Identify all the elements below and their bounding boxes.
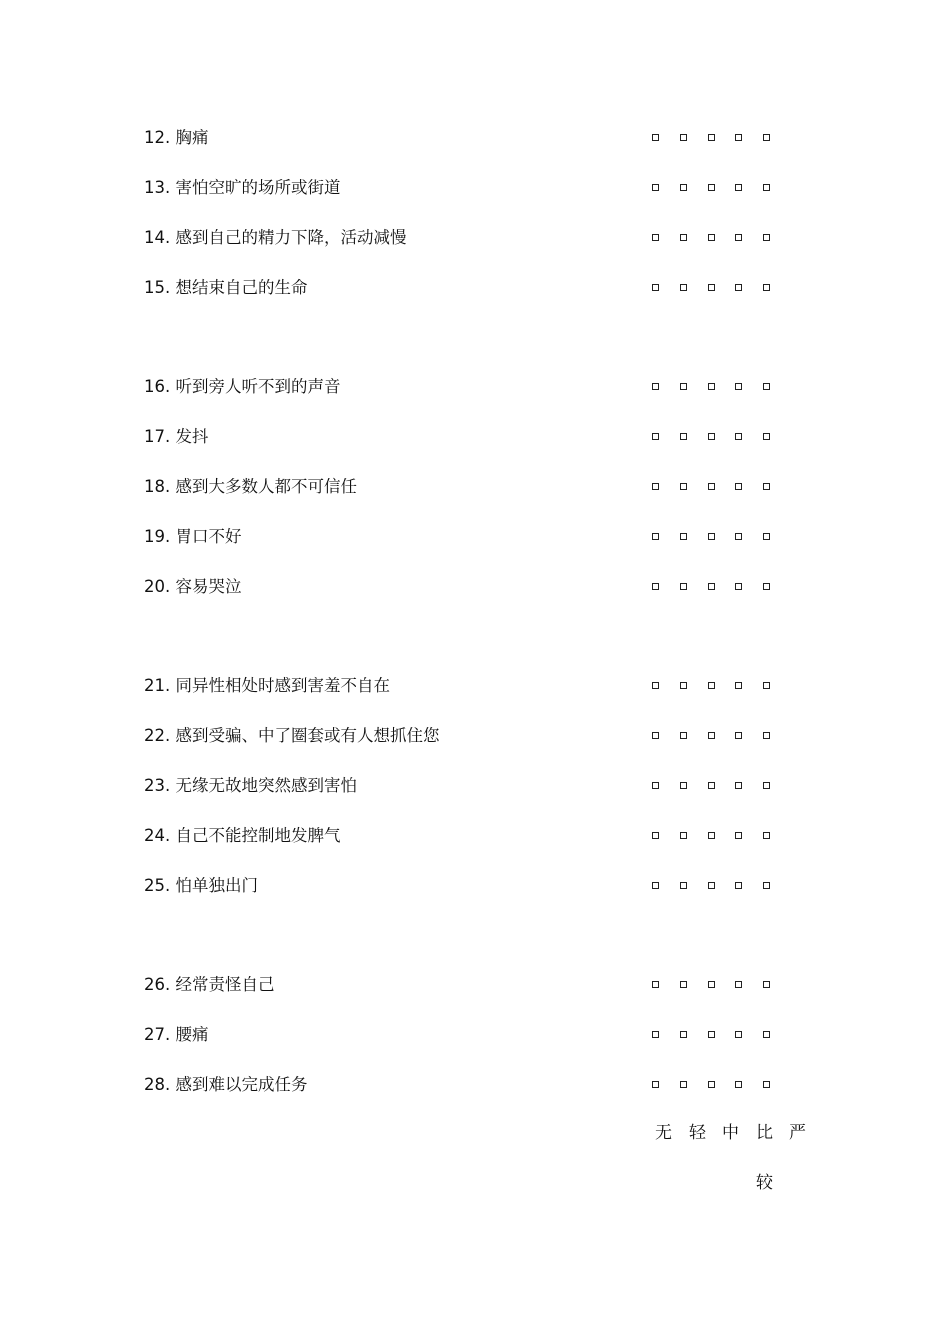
question-row [0,1020,950,1050]
rating-checkbox-mild[interactable] [680,234,687,241]
question-row [0,273,950,303]
rating-checkbox-severe[interactable] [763,134,770,141]
rating-checkbox-severe[interactable] [763,533,770,540]
question-label: 17. 发抖 [144,427,209,446]
rating-checkbox-moderate[interactable] [708,1081,715,1088]
rating-checkbox-none[interactable] [652,682,659,689]
rating-checkbox-fairly-severe[interactable] [735,433,742,440]
rating-checkbox-none[interactable] [652,433,659,440]
rating-checkbox-severe[interactable] [763,1031,770,1038]
question-label: 24. 自己不能控制地发脾气 [144,826,341,845]
rating-checkbox-none[interactable] [652,284,659,291]
question-label: 13. 害怕空旷的场所或街道 [144,178,341,197]
question-label: 12. 胸痛 [144,128,209,147]
rating-checkbox-severe[interactable] [763,234,770,241]
rating-checkbox-fairly-severe[interactable] [735,981,742,988]
rating-checkbox-moderate[interactable] [708,134,715,141]
rating-checkbox-severe[interactable] [763,682,770,689]
question-row [0,970,950,1000]
rating-checkbox-severe[interactable] [763,483,770,490]
question-label: 22. 感到受骗、中了圈套或有人想抓住您 [144,726,440,745]
rating-checkbox-fairly-severe[interactable] [735,284,742,291]
question-label: 27. 腰痛 [144,1025,209,1044]
scale-label-severe: 严 [789,1123,806,1143]
question-row [0,1070,950,1100]
rating-checkbox-mild[interactable] [680,1081,687,1088]
rating-checkbox-fairly-severe[interactable] [735,1031,742,1038]
rating-checkbox-fairly-severe[interactable] [735,682,742,689]
question-label: 14. 感到自己的精力下降，活动减慢 [144,228,407,247]
question-label: 28. 感到难以完成任务 [144,1075,308,1094]
rating-checkbox-severe[interactable] [763,583,770,590]
question-row [0,671,950,701]
rating-checkbox-severe[interactable] [763,284,770,291]
rating-checkbox-none[interactable] [652,533,659,540]
rating-checkbox-fairly-severe[interactable] [735,782,742,789]
rating-checkbox-mild[interactable] [680,682,687,689]
question-row [0,522,950,552]
rating-checkbox-fairly-severe[interactable] [735,134,742,141]
rating-checkbox-mild[interactable] [680,1031,687,1038]
scale-label-fairly-severe-top: 比 [756,1123,773,1143]
rating-checkbox-fairly-severe[interactable] [735,882,742,889]
rating-checkbox-severe[interactable] [763,882,770,889]
question-label: 26. 经常责怪自己 [144,975,275,994]
rating-checkbox-fairly-severe[interactable] [735,383,742,390]
scale-label-mild: 轻 [689,1123,706,1143]
rating-checkbox-severe[interactable] [763,981,770,988]
rating-checkbox-mild[interactable] [680,134,687,141]
question-row [0,572,950,602]
rating-checkbox-mild[interactable] [680,981,687,988]
rating-checkbox-fairly-severe[interactable] [735,732,742,739]
rating-checkbox-none[interactable] [652,483,659,490]
rating-checkbox-moderate[interactable] [708,682,715,689]
rating-checkbox-none[interactable] [652,184,659,191]
rating-checkbox-moderate[interactable] [708,433,715,440]
scale-label-moderate: 中 [722,1123,739,1143]
rating-checkbox-severe[interactable] [763,383,770,390]
rating-checkbox-moderate[interactable] [708,234,715,241]
rating-checkbox-moderate[interactable] [708,383,715,390]
scale-label-none: 无 [655,1123,672,1143]
rating-checkbox-moderate[interactable] [708,782,715,789]
question-row [0,871,950,901]
rating-checkbox-fairly-severe[interactable] [735,483,742,490]
rating-checkbox-severe[interactable] [763,184,770,191]
question-label: 15. 想结束自己的生命 [144,278,308,297]
rating-checkbox-none[interactable] [652,732,659,739]
rating-checkbox-moderate[interactable] [708,583,715,590]
question-row [0,771,950,801]
rating-checkbox-severe[interactable] [763,732,770,739]
question-row [0,123,950,153]
rating-checkbox-moderate[interactable] [708,1031,715,1038]
question-row [0,372,950,402]
rating-checkbox-fairly-severe[interactable] [735,184,742,191]
rating-checkbox-none[interactable] [652,1081,659,1088]
rating-checkbox-severe[interactable] [763,433,770,440]
question-label: 16. 听到旁人听不到的声音 [144,377,341,396]
rating-checkbox-severe[interactable] [763,1081,770,1088]
rating-checkbox-fairly-severe[interactable] [735,1081,742,1088]
rating-checkbox-moderate[interactable] [708,882,715,889]
rating-checkbox-severe[interactable] [763,832,770,839]
rating-checkbox-moderate[interactable] [708,284,715,291]
rating-checkbox-moderate[interactable] [708,981,715,988]
rating-checkbox-fairly-severe[interactable] [735,234,742,241]
question-row [0,223,950,253]
rating-checkbox-none[interactable] [652,234,659,241]
rating-checkbox-mild[interactable] [680,832,687,839]
rating-checkbox-moderate[interactable] [708,732,715,739]
rating-checkbox-mild[interactable] [680,184,687,191]
rating-checkbox-none[interactable] [652,134,659,141]
question-label: 18. 感到大多数人都不可信任 [144,477,357,496]
rating-checkbox-none[interactable] [652,882,659,889]
rating-checkbox-mild[interactable] [680,533,687,540]
question-row [0,173,950,203]
rating-checkbox-mild[interactable] [680,882,687,889]
rating-checkbox-mild[interactable] [680,284,687,291]
rating-checkbox-fairly-severe[interactable] [735,583,742,590]
scale-label-fairly-severe-bottom: 较 [756,1173,773,1193]
rating-checkbox-moderate[interactable] [708,184,715,191]
rating-checkbox-fairly-severe[interactable] [735,533,742,540]
rating-checkbox-moderate[interactable] [708,832,715,839]
rating-checkbox-moderate[interactable] [708,533,715,540]
rating-checkbox-mild[interactable] [680,433,687,440]
question-label: 23. 无缘无故地突然感到害怕 [144,776,357,795]
rating-checkbox-none[interactable] [652,981,659,988]
rating-checkbox-severe[interactable] [763,782,770,789]
rating-checkbox-mild[interactable] [680,732,687,739]
rating-checkbox-none[interactable] [652,782,659,789]
rating-checkbox-none[interactable] [652,832,659,839]
rating-checkbox-moderate[interactable] [708,483,715,490]
rating-checkbox-mild[interactable] [680,583,687,590]
rating-checkbox-mild[interactable] [680,782,687,789]
question-label: 25. 怕单独出门 [144,876,258,895]
question-row [0,721,950,751]
question-row [0,821,950,851]
question-row [0,422,950,452]
rating-checkbox-none[interactable] [652,383,659,390]
question-row [0,472,950,502]
rating-checkbox-fairly-severe[interactable] [735,832,742,839]
rating-checkbox-none[interactable] [652,1031,659,1038]
question-label: 19. 胃口不好 [144,527,242,546]
rating-checkbox-mild[interactable] [680,483,687,490]
question-label: 20. 容易哭泣 [144,577,242,596]
rating-checkbox-none[interactable] [652,583,659,590]
rating-checkbox-mild[interactable] [680,383,687,390]
question-label: 21. 同异性相处时感到害羞不自在 [144,676,390,695]
